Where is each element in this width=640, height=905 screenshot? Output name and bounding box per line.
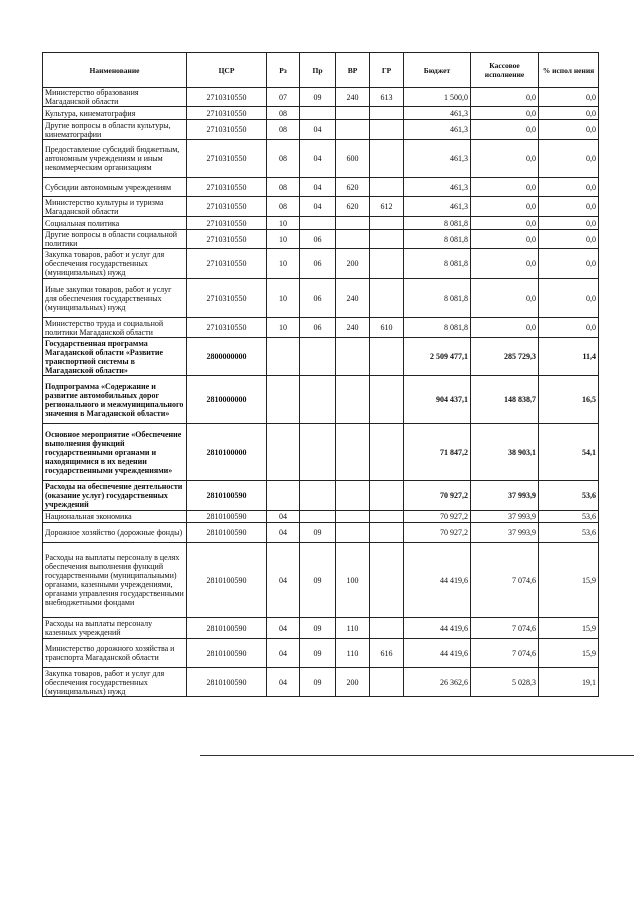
cell-percent: 0,0 xyxy=(539,318,599,338)
cell-pr: 04 xyxy=(300,197,336,217)
cell-kassovoe: 0,0 xyxy=(471,217,539,230)
bottom-separator-line xyxy=(200,755,634,756)
cell-pr: 04 xyxy=(300,178,336,197)
cell-name: Министерство труда и социальной политики Магаданской области xyxy=(43,318,187,338)
cell-gr: 616 xyxy=(370,639,404,668)
cell-pr: 09 xyxy=(300,668,336,697)
cell-vr: 600 xyxy=(336,140,370,178)
cell-rz: 08 xyxy=(267,197,300,217)
cell-vr: 200 xyxy=(336,668,370,697)
cell-kassovoe: 0,0 xyxy=(471,230,539,249)
cell-percent: 19,1 xyxy=(539,668,599,697)
cell-rz: 10 xyxy=(267,318,300,338)
cell-pr: 09 xyxy=(300,618,336,639)
cell-percent: 0,0 xyxy=(539,120,599,140)
cell-budget: 8 081,8 xyxy=(404,217,471,230)
cell-vr: 240 xyxy=(336,279,370,318)
cell-vr: 110 xyxy=(336,639,370,668)
cell-budget: 70 927,2 xyxy=(404,511,471,523)
table-row xyxy=(43,424,599,481)
cell-csr: 2710310550 xyxy=(187,120,267,140)
cell-rz: 04 xyxy=(267,618,300,639)
cell-percent: 16,5 xyxy=(539,376,599,424)
cell-csr: 2710310550 xyxy=(187,197,267,217)
table-row xyxy=(43,481,599,511)
header-percent: % испол нения xyxy=(539,53,599,88)
cell-csr: 2800000000 xyxy=(187,338,267,376)
cell-pr: 09 xyxy=(300,543,336,618)
cell-rz: 08 xyxy=(267,107,300,120)
cell-percent: 0,0 xyxy=(539,249,599,279)
cell-pr: 06 xyxy=(300,279,336,318)
cell-vr xyxy=(336,376,370,424)
cell-rz: 07 xyxy=(267,88,300,107)
cell-percent: 0,0 xyxy=(539,178,599,197)
cell-gr xyxy=(370,481,404,511)
cell-pr: 09 xyxy=(300,639,336,668)
cell-csr: 2810100590 xyxy=(187,639,267,668)
cell-kassovoe: 37 993,9 xyxy=(471,511,539,523)
table-row xyxy=(43,217,599,230)
cell-vr xyxy=(336,338,370,376)
cell-kassovoe: 38 903,1 xyxy=(471,424,539,481)
table-row xyxy=(43,338,599,376)
cell-percent: 0,0 xyxy=(539,140,599,178)
cell-gr xyxy=(370,618,404,639)
cell-vr: 240 xyxy=(336,88,370,107)
cell-vr: 110 xyxy=(336,618,370,639)
cell-budget: 70 927,2 xyxy=(404,523,471,543)
cell-pr: 06 xyxy=(300,230,336,249)
cell-percent: 0,0 xyxy=(539,197,599,217)
cell-kassovoe: 0,0 xyxy=(471,318,539,338)
cell-rz xyxy=(267,481,300,511)
table-body xyxy=(43,88,599,697)
table-row xyxy=(43,279,599,318)
cell-csr: 2810100590 xyxy=(187,523,267,543)
cell-csr: 2710310550 xyxy=(187,178,267,197)
table-row xyxy=(43,511,599,523)
cell-vr xyxy=(336,481,370,511)
cell-kassovoe: 148 838,7 xyxy=(471,376,539,424)
cell-budget: 8 081,8 xyxy=(404,249,471,279)
cell-name: Другие вопросы в области социальной политики xyxy=(43,230,187,249)
table-row xyxy=(43,197,599,217)
cell-gr xyxy=(370,249,404,279)
cell-kassovoe: 0,0 xyxy=(471,88,539,107)
cell-name: Социальная политика xyxy=(43,217,187,230)
cell-rz: 10 xyxy=(267,230,300,249)
cell-budget: 8 081,8 xyxy=(404,230,471,249)
cell-csr: 2810100590 xyxy=(187,618,267,639)
cell-vr xyxy=(336,523,370,543)
cell-pr xyxy=(300,424,336,481)
cell-pr xyxy=(300,376,336,424)
cell-percent: 0,0 xyxy=(539,88,599,107)
cell-kassovoe: 5 028,3 xyxy=(471,668,539,697)
cell-vr: 620 xyxy=(336,197,370,217)
cell-pr xyxy=(300,217,336,230)
table-row xyxy=(43,543,599,618)
cell-budget: 44 419,6 xyxy=(404,618,471,639)
cell-name: Основное мероприятие «Обеспечение выполнения функций государственными органами и находящимися в их ведении государственными учреждениями» xyxy=(43,424,187,481)
cell-percent: 15,9 xyxy=(539,543,599,618)
header-pr: Пр xyxy=(300,53,336,88)
cell-csr: 2710310550 xyxy=(187,88,267,107)
cell-pr: 06 xyxy=(300,318,336,338)
cell-pr xyxy=(300,481,336,511)
cell-kassovoe: 37 993,9 xyxy=(471,523,539,543)
cell-pr xyxy=(300,511,336,523)
cell-name: Расходы на обеспечение деятельности (оказание услуг) государственных учреждений xyxy=(43,481,187,511)
cell-csr: 2710310550 xyxy=(187,318,267,338)
cell-gr xyxy=(370,120,404,140)
table-row xyxy=(43,88,599,107)
cell-gr xyxy=(370,217,404,230)
cell-pr xyxy=(300,338,336,376)
cell-rz: 04 xyxy=(267,511,300,523)
cell-kassovoe: 0,0 xyxy=(471,140,539,178)
cell-kassovoe: 7 074,6 xyxy=(471,618,539,639)
cell-name: Государственная программа Магаданской области «Развитие транспортной системы в Магаданской области» xyxy=(43,338,187,376)
cell-rz: 04 xyxy=(267,523,300,543)
cell-vr xyxy=(336,120,370,140)
cell-budget: 70 927,2 xyxy=(404,481,471,511)
cell-budget: 2 509 477,1 xyxy=(404,338,471,376)
header-name: Наименование xyxy=(43,53,187,88)
cell-budget: 461,3 xyxy=(404,107,471,120)
table-header-row xyxy=(43,53,599,88)
cell-pr: 06 xyxy=(300,249,336,279)
cell-csr: 2810100590 xyxy=(187,668,267,697)
cell-budget: 26 362,6 xyxy=(404,668,471,697)
cell-gr xyxy=(370,511,404,523)
cell-csr: 2810100590 xyxy=(187,481,267,511)
cell-kassovoe: 7 074,6 xyxy=(471,543,539,618)
cell-rz: 10 xyxy=(267,217,300,230)
cell-name: Иные закупки товаров, работ и услуг для обеспечения государственных (муниципальных) нужд xyxy=(43,279,187,318)
header-gr: ГР xyxy=(370,53,404,88)
cell-budget: 461,3 xyxy=(404,140,471,178)
cell-csr: 2710310550 xyxy=(187,230,267,249)
header-vr: ВР xyxy=(336,53,370,88)
cell-kassovoe: 0,0 xyxy=(471,120,539,140)
cell-budget: 71 847,2 xyxy=(404,424,471,481)
table-row xyxy=(43,249,599,279)
cell-percent: 0,0 xyxy=(539,230,599,249)
cell-csr: 2810000000 xyxy=(187,376,267,424)
cell-budget: 44 419,6 xyxy=(404,543,471,618)
cell-name: Закупка товаров, работ и услуг для обеспечения государственных (муниципальных) нужд xyxy=(43,668,187,697)
cell-vr: 620 xyxy=(336,178,370,197)
cell-name: Субсидии автономным учреждениям xyxy=(43,178,187,197)
header-kassovoe: Кассовое исполнение xyxy=(471,53,539,88)
table-row xyxy=(43,639,599,668)
cell-csr: 2710310550 xyxy=(187,217,267,230)
cell-percent: 53,6 xyxy=(539,481,599,511)
cell-gr xyxy=(370,424,404,481)
cell-rz: 08 xyxy=(267,178,300,197)
table-row xyxy=(43,178,599,197)
cell-gr xyxy=(370,523,404,543)
cell-gr xyxy=(370,230,404,249)
cell-name: Министерство культуры и туризма Магаданской области xyxy=(43,197,187,217)
cell-name: Национальная экономика xyxy=(43,511,187,523)
cell-name: Министерство дорожного хозяйства и транспорта Магаданской области xyxy=(43,639,187,668)
cell-name: Дорожное хозяйство (дорожные фонды) xyxy=(43,523,187,543)
cell-rz: 08 xyxy=(267,140,300,178)
header-csr: ЦСР xyxy=(187,53,267,88)
cell-rz: 08 xyxy=(267,120,300,140)
cell-gr: 610 xyxy=(370,318,404,338)
cell-gr xyxy=(370,543,404,618)
cell-csr: 2810100590 xyxy=(187,511,267,523)
cell-percent: 0,0 xyxy=(539,279,599,318)
cell-budget: 1 500,0 xyxy=(404,88,471,107)
cell-gr xyxy=(370,668,404,697)
table-row xyxy=(43,230,599,249)
cell-percent: 11,4 xyxy=(539,338,599,376)
cell-pr: 09 xyxy=(300,523,336,543)
cell-name: Предоставление субсидий бюджетным, автономным учреждениям и иным некоммерческим организациям xyxy=(43,140,187,178)
cell-budget: 8 081,8 xyxy=(404,279,471,318)
table-row xyxy=(43,107,599,120)
cell-percent: 0,0 xyxy=(539,107,599,120)
cell-name: Подпрограмма «Содержание и развитие автомобильных дорог регионального и межмуниципального значения в Магаданской области» xyxy=(43,376,187,424)
cell-gr xyxy=(370,338,404,376)
cell-pr: 04 xyxy=(300,120,336,140)
cell-kassovoe: 0,0 xyxy=(471,107,539,120)
cell-percent: 15,9 xyxy=(539,618,599,639)
cell-budget: 44 419,6 xyxy=(404,639,471,668)
cell-percent: 15,9 xyxy=(539,639,599,668)
cell-budget: 8 081,8 xyxy=(404,318,471,338)
cell-name: Расходы на выплаты персоналу в целях обеспечения выполнения функций государственными (муниципальными) органами, казенными учреждениями, органами управления государственными внебюджетными фондами xyxy=(43,543,187,618)
cell-vr xyxy=(336,230,370,249)
cell-csr: 2710310550 xyxy=(187,249,267,279)
header-rz: Рз xyxy=(267,53,300,88)
cell-kassovoe: 7 074,6 xyxy=(471,639,539,668)
cell-percent: 54,1 xyxy=(539,424,599,481)
cell-kassovoe: 0,0 xyxy=(471,178,539,197)
cell-name: Расходы на выплаты персоналу казенных учреждений xyxy=(43,618,187,639)
cell-name: Культура, кинематография xyxy=(43,107,187,120)
cell-percent: 0,0 xyxy=(539,217,599,230)
table-row xyxy=(43,376,599,424)
cell-rz: 04 xyxy=(267,543,300,618)
cell-percent: 53,6 xyxy=(539,511,599,523)
cell-budget: 904 437,1 xyxy=(404,376,471,424)
table-row xyxy=(43,523,599,543)
cell-rz xyxy=(267,424,300,481)
cell-rz: 04 xyxy=(267,668,300,697)
cell-vr: 100 xyxy=(336,543,370,618)
cell-gr: 612 xyxy=(370,197,404,217)
cell-pr: 09 xyxy=(300,88,336,107)
cell-csr: 2710310550 xyxy=(187,107,267,120)
cell-rz xyxy=(267,338,300,376)
table-row xyxy=(43,668,599,697)
table-row xyxy=(43,618,599,639)
cell-vr xyxy=(336,107,370,120)
cell-rz xyxy=(267,376,300,424)
cell-name: Министерство образования Магаданской области xyxy=(43,88,187,107)
cell-vr xyxy=(336,217,370,230)
cell-gr xyxy=(370,376,404,424)
cell-csr: 2710310550 xyxy=(187,279,267,318)
cell-kassovoe: 37 993,9 xyxy=(471,481,539,511)
budget-execution-table xyxy=(42,52,599,697)
cell-csr: 2810100590 xyxy=(187,543,267,618)
cell-kassovoe: 0,0 xyxy=(471,279,539,318)
table-row xyxy=(43,318,599,338)
cell-budget: 461,3 xyxy=(404,120,471,140)
cell-percent: 53,6 xyxy=(539,523,599,543)
cell-vr xyxy=(336,424,370,481)
cell-rz: 04 xyxy=(267,639,300,668)
cell-budget: 461,3 xyxy=(404,178,471,197)
cell-kassovoe: 285 729,3 xyxy=(471,338,539,376)
cell-kassovoe: 0,0 xyxy=(471,249,539,279)
cell-gr xyxy=(370,140,404,178)
cell-kassovoe: 0,0 xyxy=(471,197,539,217)
cell-gr: 613 xyxy=(370,88,404,107)
cell-name: Другие вопросы в области культуры, кинематографии xyxy=(43,120,187,140)
cell-rz: 10 xyxy=(267,249,300,279)
cell-name: Закупка товаров, работ и услуг для обеспечения государственных (муниципальных) нужд xyxy=(43,249,187,279)
cell-gr xyxy=(370,279,404,318)
cell-budget: 461,3 xyxy=(404,197,471,217)
cell-rz: 10 xyxy=(267,279,300,318)
table-row xyxy=(43,140,599,178)
cell-pr: 04 xyxy=(300,140,336,178)
cell-gr xyxy=(370,107,404,120)
table-row xyxy=(43,120,599,140)
cell-vr xyxy=(336,511,370,523)
header-budget: Бюджет xyxy=(404,53,471,88)
cell-csr: 2810100000 xyxy=(187,424,267,481)
cell-gr xyxy=(370,178,404,197)
cell-vr: 200 xyxy=(336,249,370,279)
cell-pr xyxy=(300,107,336,120)
cell-vr: 240 xyxy=(336,318,370,338)
cell-csr: 2710310550 xyxy=(187,140,267,178)
